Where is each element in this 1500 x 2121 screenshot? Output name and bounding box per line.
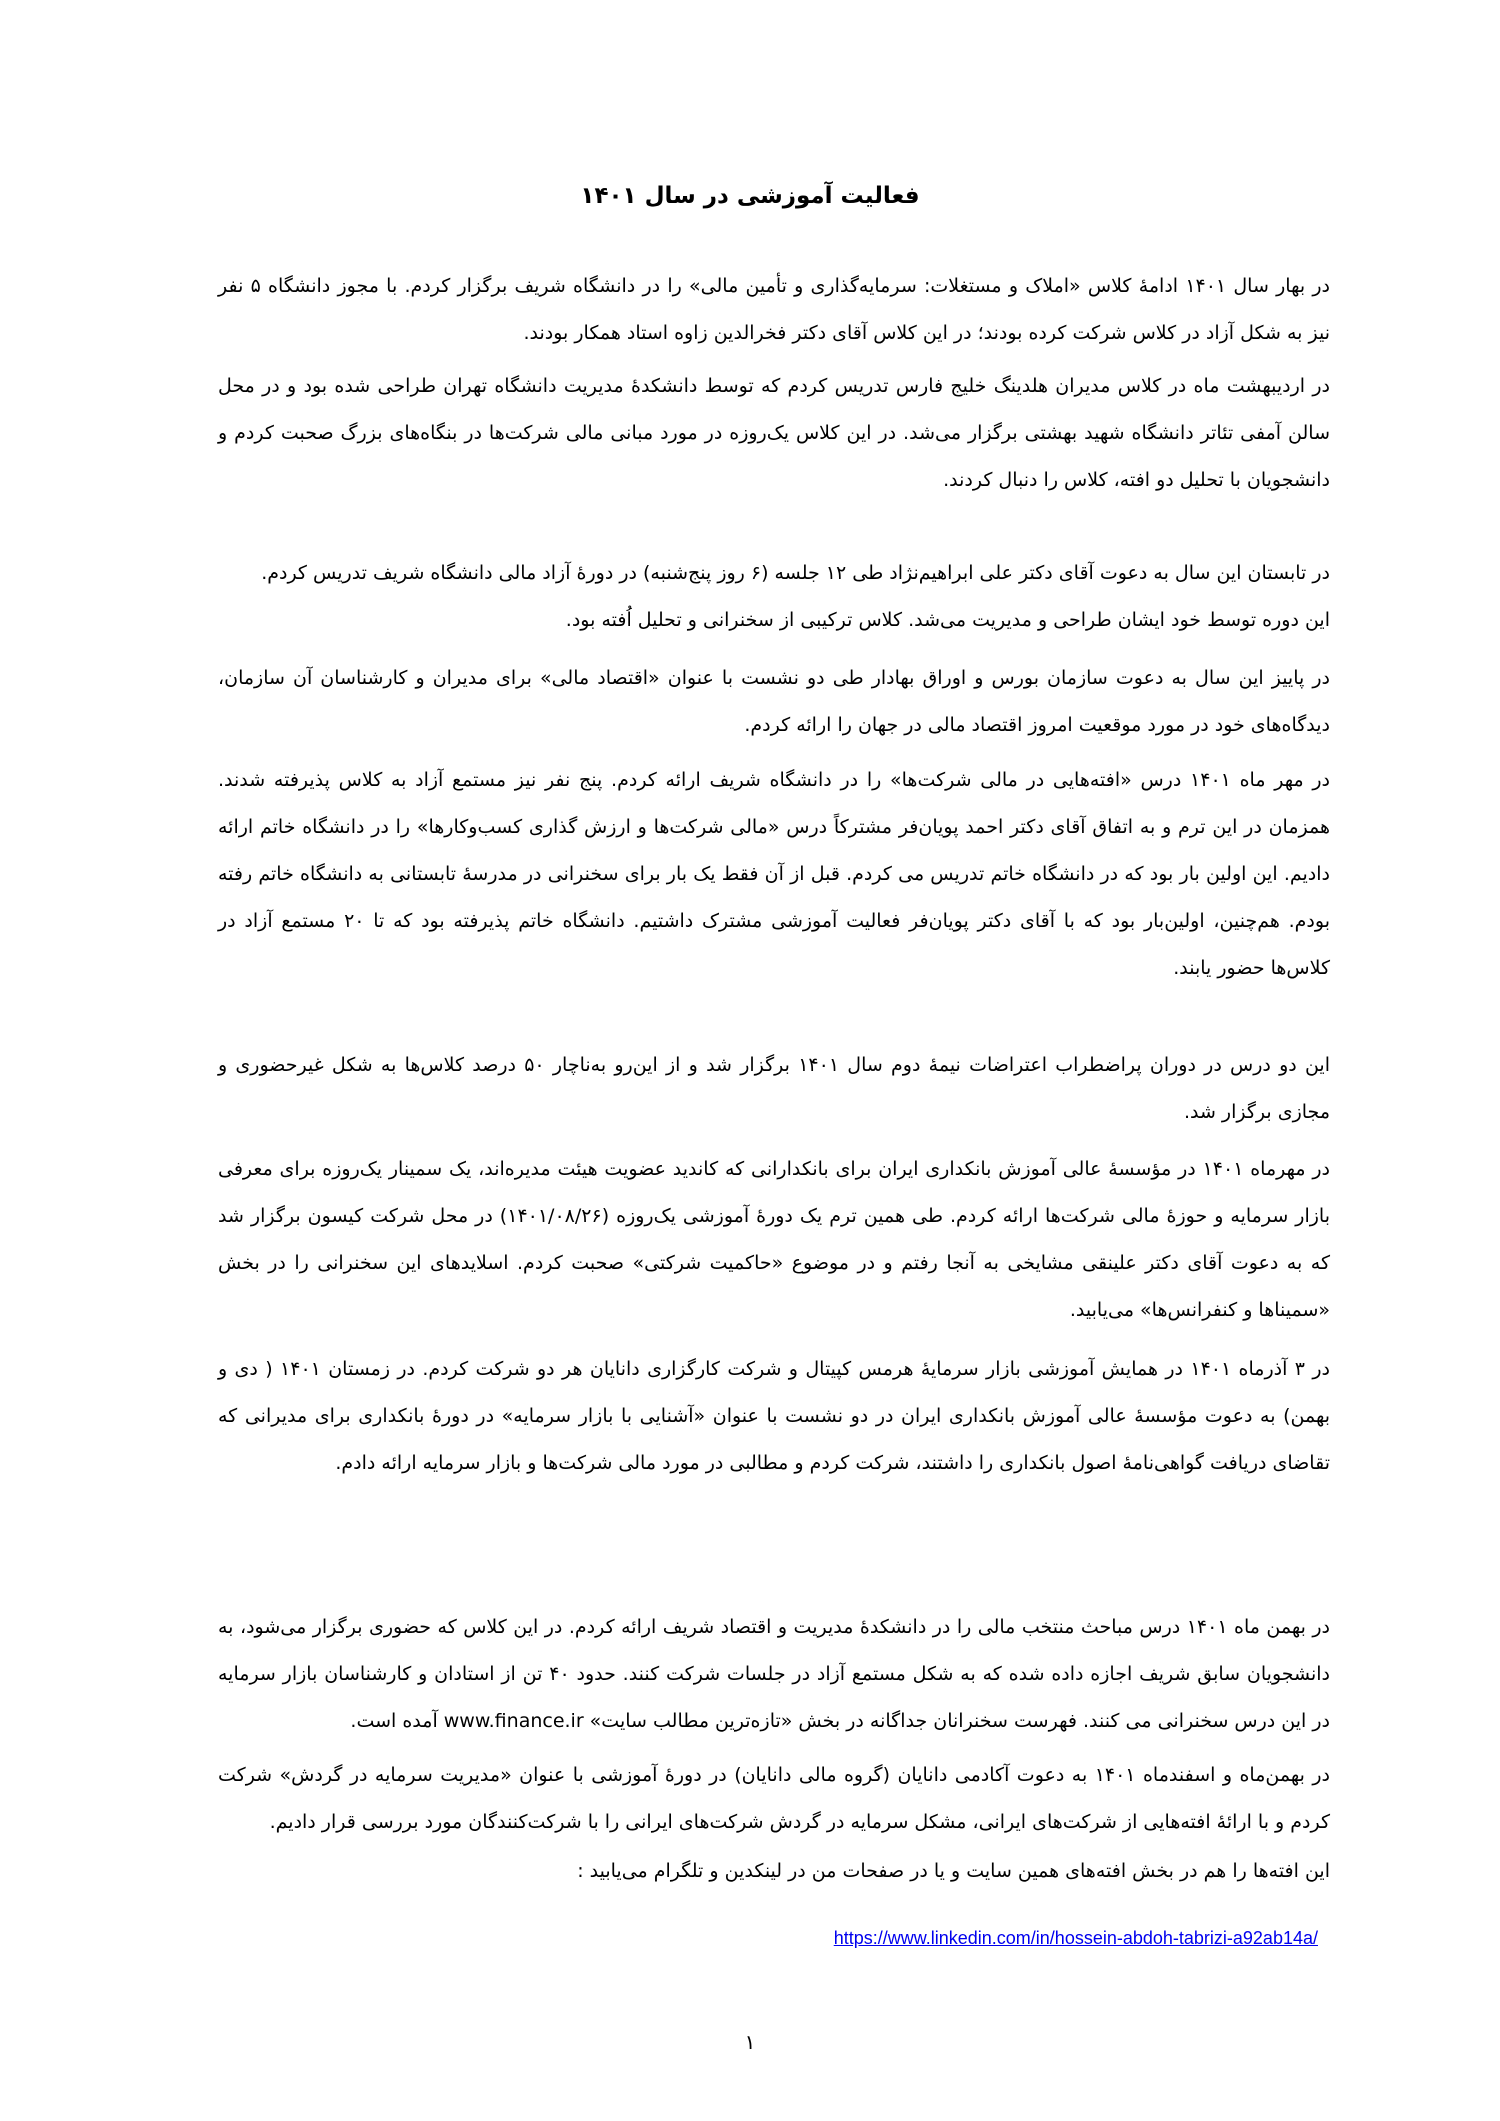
paragraph-azar: در ۳ آذرماه ۱۴۰۱ در همایش آموزشی بازار سرمایهٔ هرمس کپیتال و شرکت کارگزاری دانایان هر دو شرکت کردم. در زمستان ۱۴۰۱ ( دی و بهمن) به دعوت مؤسسهٔ عالی آموزش بانکداری ایران در دو نشست با عنوان «آشنایی با بازار سرمایه» در دورهٔ بانکداری برای مدیرانی که تقاضای دریافت گواهی‌نامهٔ اصول بانکداری را داشتند، شرکت کردم و مطالبی در مورد مالی شرکت‌ها و بازار سرمایه ارائه دادم.: [218, 1358, 1330, 1474]
paragraph-banking-institute: در مهرماه ۱۴۰۱ در مؤسسهٔ عالی آموزش بانکداری ایران برای بانکدارانی که کاندید عضویت هیئت مدیره‌اند، یک سمینار یک‌روزه برای معرفی بازار سرمایه و حوزهٔ مالی شرکت‌ها ارائه کردم. طی همین ترم یک دورهٔ آموزشی یک‌روزه (۱۴۰۱/۰۸/۲۶) در محل شرکت کیسون برگزار شد که به دعوت آقای دکتر علینقی مشایخی به آنجا رفتم و در موضوع «حاکمیت شرکتی» صحبت کردم. اسلایدهای این سخنرانی را در بخش «سمیناها و کنفرانس‌ها» می‌یابید.: [218, 1158, 1330, 1321]
page-title: فعالیت آموزشی در سال ۱۴۰۱: [580, 183, 920, 209]
paragraph-protests: این دو درس در دوران پراضطراب اعتراضات نیمهٔ دوم سال ۱۴۰۱ برگزار شد و از این‌رو به‌ناچار ۵۰ درصد کلاس‌ها به شکل غیرحضوری و مجازی برگزار شد.: [218, 1054, 1330, 1123]
paragraph-summer: در تابستان این سال به دعوت آقای دکتر علی ابراهیم‌نژاد طی ۱۲ جلسه (۶ روز پنج‌شنبه) در دورهٔ آزاد مالی دانشگاه شریف تدریس کردم.: [261, 562, 1330, 584]
paragraph-esfand: در بهمن‌ماه و اسفندماه ۱۴۰۱ به دعوت آکادمی دانایان (گروه مالی دانایان) در دورهٔ آموزشی با عنوان «مدیریت سرمایه در گردش» شرکت کردم و با ارائهٔ افته‌هایی از شرکت‌های ایرانی، مشکل سرمایه در گردش شرکت‌های ایرانی را با شرکت‌کنندگان مورد بررسی قرار دادیم.: [218, 1764, 1330, 1833]
paragraph-summer-course: این دوره توسط خود ایشان طراحی و مدیریت می‌شد. کلاس ترکیبی از سخنرانی و تحلیل اُفته بود.: [565, 609, 1330, 631]
paragraph-cases: این افته‌ها را هم در بخش افته‌های همین سایت و یا در صفحات من در لینکدین و تلگرام می‌یابید :: [577, 1860, 1330, 1882]
paragraph-spring: در بهار سال ۱۴۰۱ ادامهٔ کلاس «املاک و مستغلات: سرمایه‌گذاری و تأمین مالی» را در دانشگاه شریف برگزار کردم. با مجوز دانشگاه ۵ نفر نیز به شکل آزاد در کلاس شرکت کرده بودند؛ در این کلاس آقای دکتر فخرالدین زاوه استاد همکار بودند.: [218, 275, 1330, 344]
paragraph-bahman: در بهمن ماه ۱۴۰۱ درس مباحث منتخب مالی را در دانشکدهٔ مدیریت و اقتصاد شریف ارائه کردم. در این کلاس که حضوری برگزار می‌شود، به دانشجویان سابق شریف اجازه داده شده که به شکل مستمع آزاد در جلسات شرکت کنند. حدود ۴۰ تن از استادان و کارشناسان بازار سرمایه در این درس سخنرانی می کنند. فهرست سخنرانان جداگانه در بخش «تازه‌ترین مطالب سایت» www.finance.ir آمده است.: [218, 1616, 1330, 1732]
paragraph-ordibehesht: در اردیبهشت ماه در کلاس مدیران هلدینگ خلیج فارس تدریس کردم که توسط دانشکدهٔ مدیریت دانشگاه تهران طراحی شده بود و در محل سالن آمفی تئاتر دانشگاه شهید بهشتی برگزار می‌شد. در این کلاس یک‌روزه در مورد مبانی مالی شرکت‌ها در بنگاه‌های بزرگ صحبت کردم و دانشجویان با تحلیل دو افته، کلاس را دنبال کردند.: [218, 375, 1330, 491]
page-number: ۱: [744, 2030, 756, 2054]
linkedin-link[interactable]: https://www.linkedin.com/in/hossein-abdoh-tabrizi-a92ab14a/: [833, 1928, 1318, 1948]
paragraph-mehr: در مهر ماه ۱۴۰۱ درس «افته‌هایی در مالی شرکت‌ها» را در دانشگاه شریف ارائه کردم. پنج نفر نیز مستمع آزاد به کلاس پذیرفته شدند. همزمان در این ترم و به اتفاق آقای دکتر احمد پویان‌فر مشترکاً درس «مالی شرکت‌ها و ارزش گذاری کسب‌وکارها» را در دانشگاه خاتم ارائه دادیم. این اولین بار بود که در دانشگاه خاتم تدریس می کردم. قبل از آن فقط یک بار برای سخنرانی در مدرسهٔ تابستانی به دانشگاه خاتم رفته بودم. هم‌چنین، اولین‌بار بود که با آقای دکتر پویان‌فر فعالیت آموزشی مشترک داشتیم. دانشگاه خاتم پذیرفته بود که تا ۲۰ مستمع آزاد در کلاس‌ها حضور یابند.: [218, 769, 1330, 979]
paragraph-autumn: در پاییز این سال به دعوت سازمان بورس و اوراق بهادار طی دو نشست با عنوان «اقتصاد مالی» برای مدیران و کارشناسان آن سازمان، دیدگاه‌های خود در مورد موقعیت امروز اقتصاد مالی در جهان را ارائه کردم.: [218, 667, 1330, 736]
